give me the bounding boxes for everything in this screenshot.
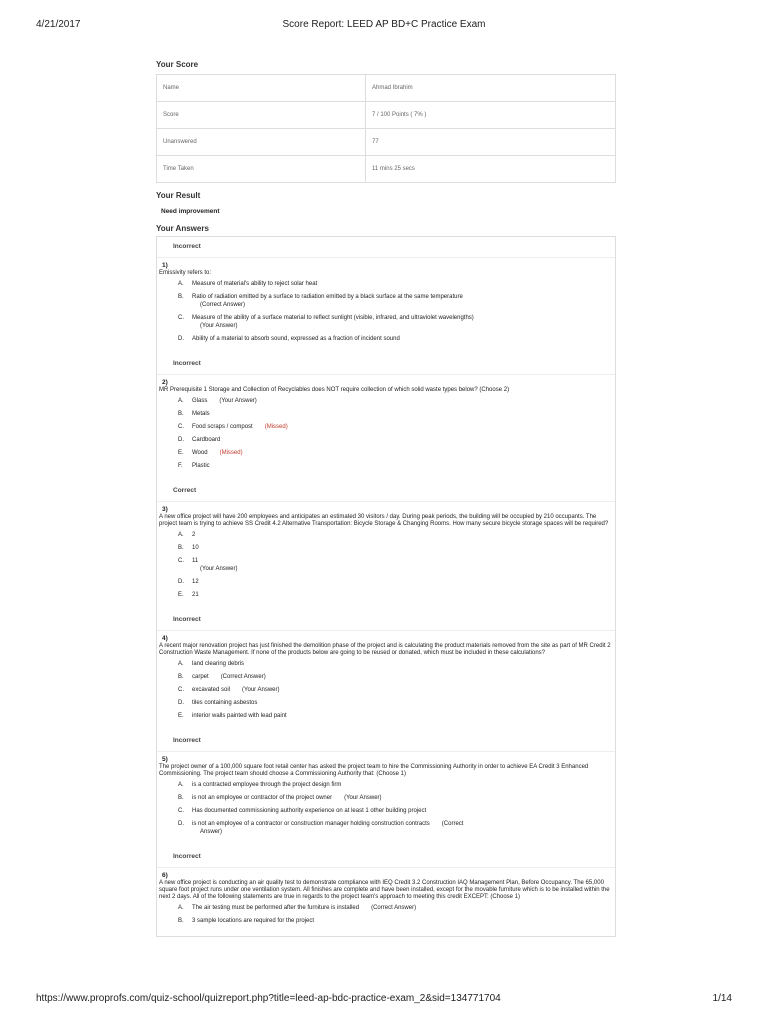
score-label: Score [157,102,366,129]
question-block [157,502,615,610]
answer-option [178,293,613,309]
option-text: Plastic [192,463,210,469]
option-note: (Correct Answer) [371,905,417,911]
score-label: Unanswered [157,129,366,156]
option-note: (Missed) [264,424,288,430]
answer-option [178,578,613,586]
option-letter: D. [178,821,184,827]
option-letter: E. [178,450,184,456]
question-status: Correct [157,481,615,502]
page-url: https://www.proprofs.com/quiz-school/quizreport.php?title=leed-ap-bdc-practice-exam_2&sid=134771704 [36,993,501,1004]
answer-option [178,335,613,343]
option-note: (Correct Answer) [200,302,246,308]
your-score-title: Your Score [156,60,199,69]
option-text: 21 [192,592,199,598]
option-text: Cardboard [192,437,221,443]
option-note: (Your Answer) [344,795,382,801]
question-block [157,375,615,481]
option-text: Measure of material's ability to reject solar heat [192,281,318,287]
answer-option [178,917,613,925]
your-result-title: Your Result [156,191,201,200]
option-letter: A. [178,532,184,538]
option-letter: D. [178,437,184,443]
option-letter: D. [178,700,184,706]
question-status: Incorrect [157,354,615,375]
option-letter: A. [178,661,184,667]
answer-option [178,699,613,707]
question-block [157,752,615,847]
answer-option [178,686,613,694]
option-text: Food scraps / compost [192,424,253,430]
question-text: MR Prerequisite 1 Storage and Collection of Recyclables does NOT require collection of which solid waste types below? (Choose 2) [159,387,510,393]
option-text: 10 [192,545,199,551]
answer-option [178,820,613,836]
score-row [157,156,616,183]
option-letter: D. [178,336,184,342]
answer-option [178,423,613,431]
answer-option [178,794,613,802]
question-text: The project owner of a 100,000 square foot retail center has asked the project team to hire the Commissioning Authority in order to achieve EA Credit 3 Enhanced Commissioning. The project team should choose a Commissioning Authority that: (Choose 1) [159,764,589,777]
answer-option [178,781,613,789]
answer-option [178,531,613,539]
question-number: 1) [162,262,168,269]
option-text: is a contracted employee through the project design firm [192,782,342,788]
option-text: excavated soil [192,687,231,693]
option-letter: C. [178,808,184,814]
option-text: tiles containing asbestos [192,700,258,706]
question-number: 2) [162,379,168,386]
option-letter: E. [178,592,184,598]
score-row [157,129,616,156]
option-letter: C. [178,315,184,321]
option-letter: C. [178,687,184,693]
option-text: Wood [192,450,208,456]
answer-option [178,673,613,681]
answer-option [178,712,613,720]
option-letter: F. [178,463,183,469]
score-label: Time Taken [157,156,366,183]
score-value: 11 mins 25 secs [366,156,616,183]
question-number: 5) [162,756,168,763]
question-block [157,631,615,731]
option-letter: D. [178,579,184,585]
answer-option [178,557,613,573]
option-letter: A. [178,281,184,287]
answer-option [178,660,613,668]
answers-panel [156,236,616,937]
report-content [156,58,616,937]
option-text: 3 sample locations are required for the project [192,918,315,924]
question-status: Incorrect [157,847,615,868]
option-text: Glass [192,398,208,404]
option-note: (Your Answer) [219,398,257,404]
option-text: land clearing debris [192,661,245,667]
option-text: carpet [192,674,209,680]
option-note: (Your Answer) [200,566,238,572]
option-letter: A. [178,398,184,404]
page-number: 1/14 [712,993,732,1004]
question-number: 4) [162,635,168,642]
score-label: Name [157,75,366,102]
option-text: Measure of the ability of a surface material to reflect sunlight (visible, infrared, and ultraviolet wavelengths) [192,315,474,321]
option-letter: C. [178,558,184,564]
option-text: Ratio of radiation emitted by a surface to radiation emitted by a black surface at the same temperature [192,294,463,300]
score-value: Ahmad Ibrahim [366,75,616,102]
question-text: A recent major renovation project has just finished the demolition phase of the project and is calculating the product materials removed from the site as part of MR Credit 2 Construction Waste Management. If none of the products below are going to be reused or donated, which must be included in these calculations? [159,643,611,656]
option-text: interior walls painted with lead paint [192,713,287,719]
option-note: Answer) [200,829,223,835]
answer-option [178,397,613,405]
option-letter: B. [178,294,184,300]
option-letter: B. [178,918,184,924]
option-note: (Correct [441,821,464,827]
score-row [157,75,616,102]
score-table [156,74,616,183]
score-value: 77 [366,129,616,156]
option-letter: E. [178,713,184,719]
option-note: (Correct Answer) [220,674,266,680]
answer-option [178,410,613,418]
page-title: Score Report: LEED AP BD+C Practice Exam [282,19,486,30]
print-date: 4/21/2017 [36,19,81,30]
option-text: Has documented commissioning authority experience on at least 1 other building project [192,808,427,814]
option-text: Ability of a material to absorb sound, expressed as a fraction of incident sound [192,336,400,342]
option-text: 11 [192,558,199,564]
answer-option [178,314,613,330]
score-value: 7 / 100 Points ( 7% ) [366,102,616,129]
option-letter: A. [178,782,184,788]
option-text: is not an employee of a contractor or construction manager holding construction contracts [192,821,430,827]
question-status: Incorrect [157,610,615,631]
question-status: Incorrect [157,237,615,258]
option-note: (Your Answer) [200,323,238,329]
question-block [157,258,615,354]
print-header [36,19,732,33]
answer-option [178,544,613,552]
question-text: Emissivity refers to: [159,270,212,276]
option-note: (Your Answer) [242,687,280,693]
question-number: 6) [162,872,168,879]
your-answers-title: Your Answers [156,224,209,233]
score-row [157,102,616,129]
question-block [157,868,615,936]
option-letter: B. [178,411,184,417]
option-letter: A. [178,905,184,911]
option-letter: C. [178,424,184,430]
option-text: is not an employee or contractor of the project owner [192,795,333,801]
answer-option [178,436,613,444]
question-text: A new office project will have 200 employees and anticipates an estimated 30 visitors / day. During peak periods, the building will be occupied by 210 occupants. The project team is trying to achieve SS Credit 4.2 Alternative Transportation: Bicycle Storage & Changing Rooms. How many secure bicycle storage spaces will be required? [159,514,609,527]
option-letter: B. [178,674,184,680]
answer-option [178,904,613,912]
result-text: Need improvement [161,208,220,215]
answer-option [178,807,613,815]
option-text: The air testing must be performed after the furniture is installed [192,905,360,911]
option-letter: B. [178,795,184,801]
answer-option [178,449,613,457]
option-text: Metals [192,411,210,417]
answer-option [178,462,613,470]
answer-option [178,591,613,599]
print-footer [36,993,732,1007]
answer-option [178,280,613,288]
option-text: 2 [192,532,196,538]
question-number: 3) [162,506,168,513]
question-status: Incorrect [157,731,615,752]
option-text: 12 [192,579,199,585]
option-note: (Missed) [219,450,243,456]
option-letter: B. [178,545,184,551]
question-text: A new office project is conducting an air quality test to demonstrate compliance with IEQ Credit 3.2 Construction IAQ Management Plan, Before Occupancy. The 65,000 square foot project runs under one ventilation system. All finishes are complete and have been installed, except for the movable furniture which is to be installed within the next 2 days. All of the following statements are true in regards to the project team's approach to meeting this credit EXCEPT: (Choose 1) [159,880,610,900]
